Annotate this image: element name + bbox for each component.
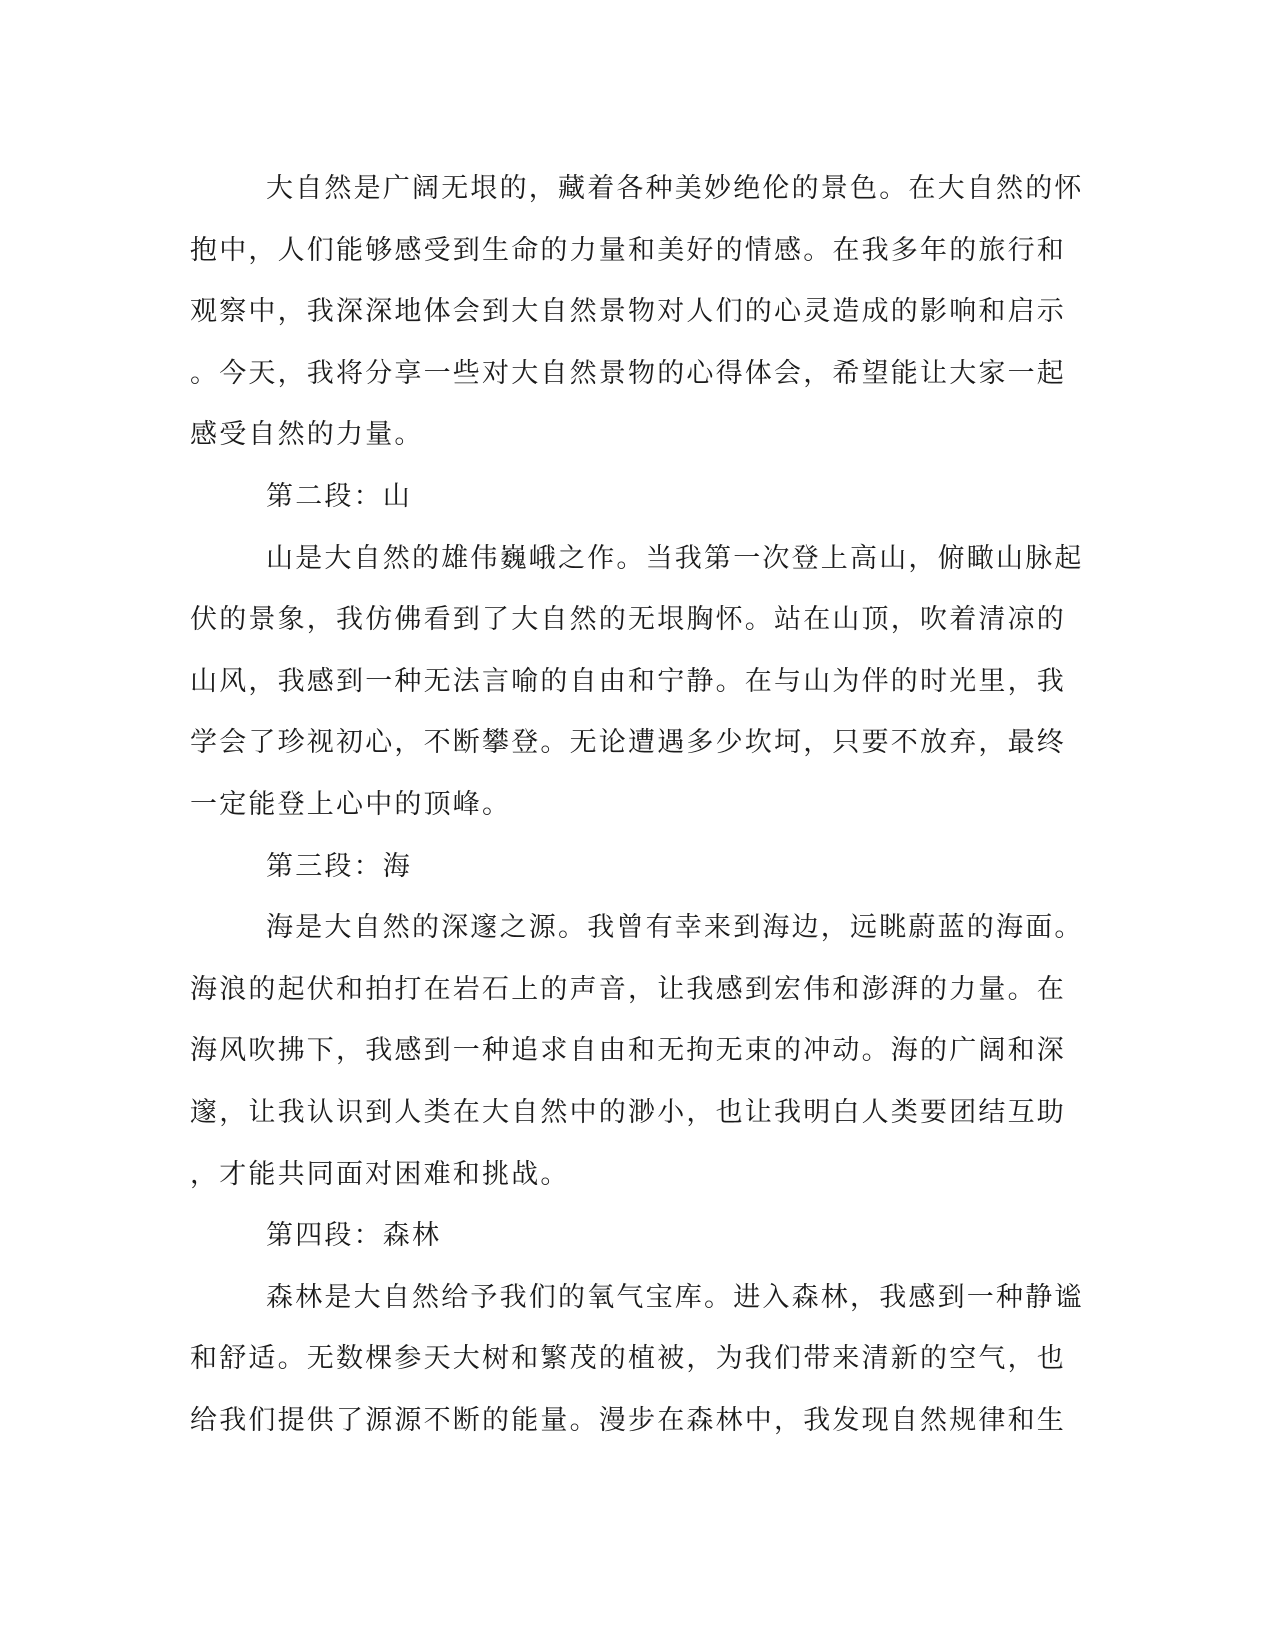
section-heading: 第二段：山	[266, 480, 412, 512]
text-line: 伏的景象，我仿佛看到了大自然的无垠胸怀。站在山顶，吹着清凉的	[190, 604, 1066, 636]
section-heading: 第三段：海	[266, 850, 412, 882]
text-line: 海是大自然的深邃之源。我曾有幸来到海边，远眺蔚蓝的海面。	[266, 912, 1084, 944]
text-line: 山风，我感到一种无法言喻的自由和宁静。在与山为伴的时光里，我	[190, 665, 1066, 697]
text-line: 和舒适。无数棵参天大树和繁茂的植被，为我们带来清新的空气，也	[190, 1343, 1066, 1375]
text-line: 学会了珍视初心，不断攀登。无论遭遇多少坎坷，只要不放弃，最终	[190, 727, 1066, 759]
text-line: 海浪的起伏和拍打在岩石上的声音，让我感到宏伟和澎湃的力量。在	[190, 973, 1066, 1005]
text-line: 给我们提供了源源不断的能量。漫步在森林中，我发现自然规律和生	[190, 1404, 1066, 1436]
text-line: 感受自然的力量。	[190, 419, 424, 451]
text-line: 邃，让我认识到人类在大自然中的渺小，也让我明白人类要团结互助	[190, 1096, 1066, 1128]
document-body	[190, 158, 1090, 1451]
text-line: ，才能共同面对困难和挑战。	[190, 1158, 570, 1190]
text-line: 山是大自然的雄伟巍峨之作。当我第一次登上高山，俯瞰山脉起	[266, 542, 1084, 574]
section-heading: 第四段：森林	[266, 1220, 442, 1252]
text-line: 一定能登上心中的顶峰。	[190, 788, 512, 820]
text-line: 大自然是广阔无垠的，藏着各种美妙绝伦的景色。在大自然的怀	[266, 173, 1084, 204]
text-line: 森林是大自然给予我们的氧气宝库。进入森林，我感到一种静谧	[266, 1281, 1084, 1313]
text-line: 海风吹拂下，我感到一种追求自由和无拘无束的冲动。海的广阔和深	[190, 1035, 1066, 1067]
text-line: 抱中，人们能够感受到生命的力量和美好的情感。在我多年的旅行和	[190, 234, 1066, 266]
text-line: 观察中，我深深地体会到大自然景物对人们的心灵造成的影响和启示	[190, 296, 1066, 328]
text-line: 。今天，我将分享一些对大自然景物的心得体会，希望能让大家一起	[190, 357, 1066, 389]
